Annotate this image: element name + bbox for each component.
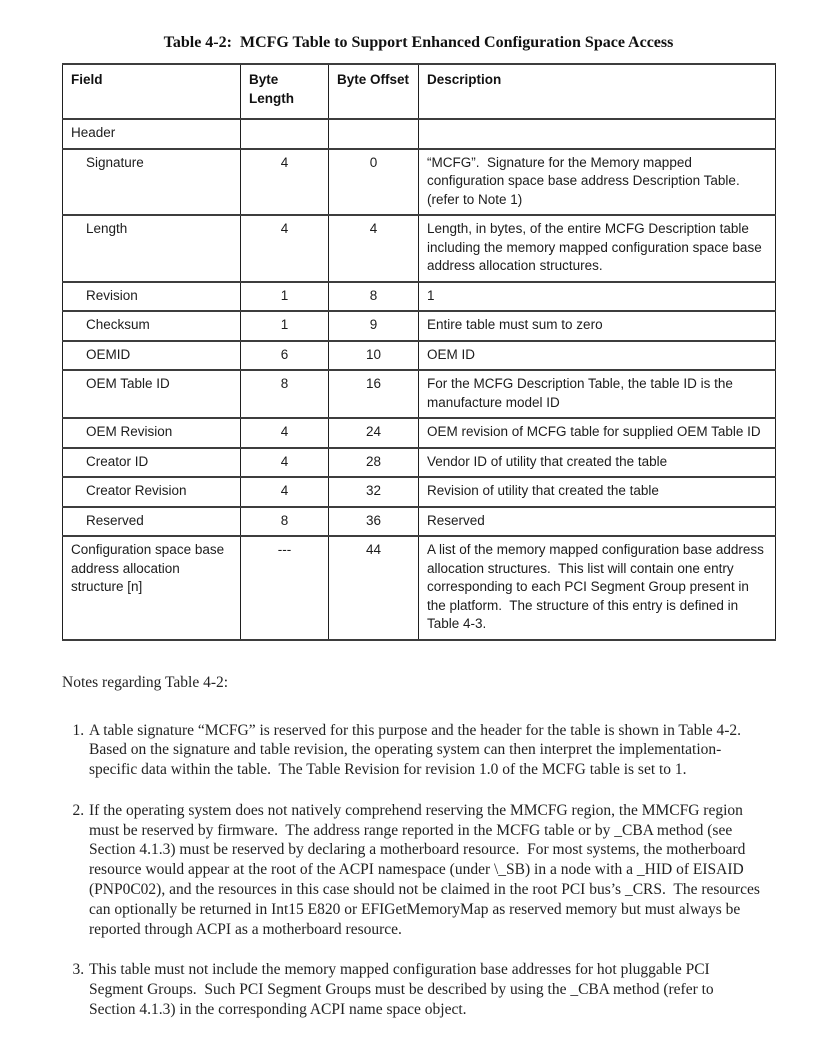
description-cell: A list of the memory mapped configuration base address allocation structures. This list will contain one entry corresponding to each PCI Segment Group present in the platform. The structure of this entry is defined in Table 4-3. bbox=[419, 536, 776, 640]
field-cell: Signature bbox=[63, 149, 241, 216]
byte-offset-cell: 44 bbox=[329, 536, 419, 640]
byte-length-cell: 1 bbox=[241, 282, 329, 312]
table-header-row bbox=[63, 64, 776, 119]
description-cell: For the MCFG Description Table, the table ID is the manufacture model ID bbox=[419, 370, 776, 418]
byte-offset-cell: 16 bbox=[329, 370, 419, 418]
description-cell: Vendor ID of utility that created the table bbox=[419, 448, 776, 478]
note-item: 1. A table signature “MCFG” is reserved for this purpose and the header for the table is shown in Table 4-2. Based on the signature and table revision, the operating system can then interpret the implementation-specific data within the table. The Table Revision for revision 1.0 of the MCFG table is set to 1. bbox=[88, 721, 762, 780]
description-cell: “MCFG”. Signature for the Memory mapped configuration space base address Description Table. (refer to Note 1) bbox=[419, 149, 776, 216]
field-cell: Checksum bbox=[63, 311, 241, 341]
byte-length-cell: --- bbox=[241, 536, 329, 640]
byte-offset-cell: 32 bbox=[329, 477, 419, 507]
table-row bbox=[63, 418, 776, 448]
byte-offset-cell: 4 bbox=[329, 215, 419, 282]
table-row bbox=[63, 215, 776, 282]
table-row bbox=[63, 311, 776, 341]
byte-offset-cell: 28 bbox=[329, 448, 419, 478]
table-row bbox=[63, 448, 776, 478]
field-cell: Creator ID bbox=[63, 448, 241, 478]
table-row bbox=[63, 370, 776, 418]
byte-offset-cell: 24 bbox=[329, 418, 419, 448]
byte-offset-cell: 10 bbox=[329, 341, 419, 371]
mcfg-table bbox=[62, 63, 776, 641]
table-caption: Table 4-2: MCFG Table to Support Enhanced Configuration Space Access bbox=[163, 34, 674, 51]
field-cell: Creator Revision bbox=[63, 477, 241, 507]
description-cell bbox=[419, 119, 776, 149]
field-cell: OEM Table ID bbox=[63, 370, 241, 418]
byte-length-cell: 1 bbox=[241, 311, 329, 341]
description-cell: Length, in bytes, of the entire MCFG Description table including the memory mapped configuration space base address allocation structures. bbox=[419, 215, 776, 282]
byte-length-cell: 4 bbox=[241, 149, 329, 216]
table-row bbox=[63, 507, 776, 537]
description-cell: Revision of utility that created the table bbox=[419, 477, 776, 507]
byte-length-cell: 4 bbox=[241, 448, 329, 478]
document-page bbox=[0, 34, 835, 1043]
byte-offset-cell bbox=[329, 119, 419, 149]
description-cell: Entire table must sum to zero bbox=[419, 311, 776, 341]
note-item: 2. If the operating system does not natively comprehend reserving the MMCFG region, the MMCFG region must be reserved by firmware. The address range reported in the MCFG table or by _CBA method (see Section 4.1.3) must be reserved by declaring a motherboard resource. For most systems, the motherboard resource would appear at the root of the ACPI namespace (under \_SB) in a node with a _HID of EISAID (PNP0C02), and the resources in this case should not be claimed in the root PCI bus’s _CRS. The resources can optionally be returned in Int15 E820 or EFIGetMemoryMap as reserved memory but must always be reported through ACPI as a motherboard resource. bbox=[88, 801, 762, 940]
column-header-byte-length: Byte Length bbox=[241, 64, 329, 119]
byte-offset-cell: 9 bbox=[329, 311, 419, 341]
byte-length-cell: 4 bbox=[241, 477, 329, 507]
table-row bbox=[63, 536, 776, 640]
byte-length-cell: 8 bbox=[241, 370, 329, 418]
notes-heading: Notes regarding Table 4-2: bbox=[62, 673, 229, 691]
column-header-description: Description bbox=[419, 64, 776, 119]
table-row bbox=[63, 119, 776, 149]
field-cell: Reserved bbox=[63, 507, 241, 537]
note-item: 3. This table must not include the memory mapped configuration base addresses for hot pluggable PCI Segment Groups. Such PCI Segment Groups must be described by using the _CBA method (refer to Section 4.1.3) in the corresponding ACPI name space object. bbox=[88, 960, 762, 1019]
table-row bbox=[63, 149, 776, 216]
field-cell: Header bbox=[63, 119, 241, 149]
field-cell: OEMID bbox=[63, 341, 241, 371]
table-row bbox=[63, 477, 776, 507]
column-header-byte-offset: Byte Offset bbox=[329, 64, 419, 119]
byte-offset-cell: 36 bbox=[329, 507, 419, 537]
field-cell: Length bbox=[63, 215, 241, 282]
description-cell: Reserved bbox=[419, 507, 776, 537]
byte-offset-cell: 8 bbox=[329, 282, 419, 312]
byte-length-cell: 4 bbox=[241, 215, 329, 282]
description-cell: OEM ID bbox=[419, 341, 776, 371]
field-cell: OEM Revision bbox=[63, 418, 241, 448]
field-cell: Revision bbox=[63, 282, 241, 312]
byte-length-cell: 4 bbox=[241, 418, 329, 448]
mcfg-table-body bbox=[63, 119, 776, 640]
byte-offset-cell: 0 bbox=[329, 149, 419, 216]
table-row bbox=[63, 282, 776, 312]
byte-length-cell: 8 bbox=[241, 507, 329, 537]
description-cell: 1 bbox=[419, 282, 776, 312]
description-cell: OEM revision of MCFG table for supplied OEM Table ID bbox=[419, 418, 776, 448]
column-header-field: Field bbox=[63, 64, 241, 119]
byte-length-cell bbox=[241, 119, 329, 149]
field-cell: Configuration space base address allocation structure [n] bbox=[63, 536, 241, 640]
notes-list bbox=[62, 721, 762, 1020]
byte-length-cell: 6 bbox=[241, 341, 329, 371]
table-row bbox=[63, 341, 776, 371]
